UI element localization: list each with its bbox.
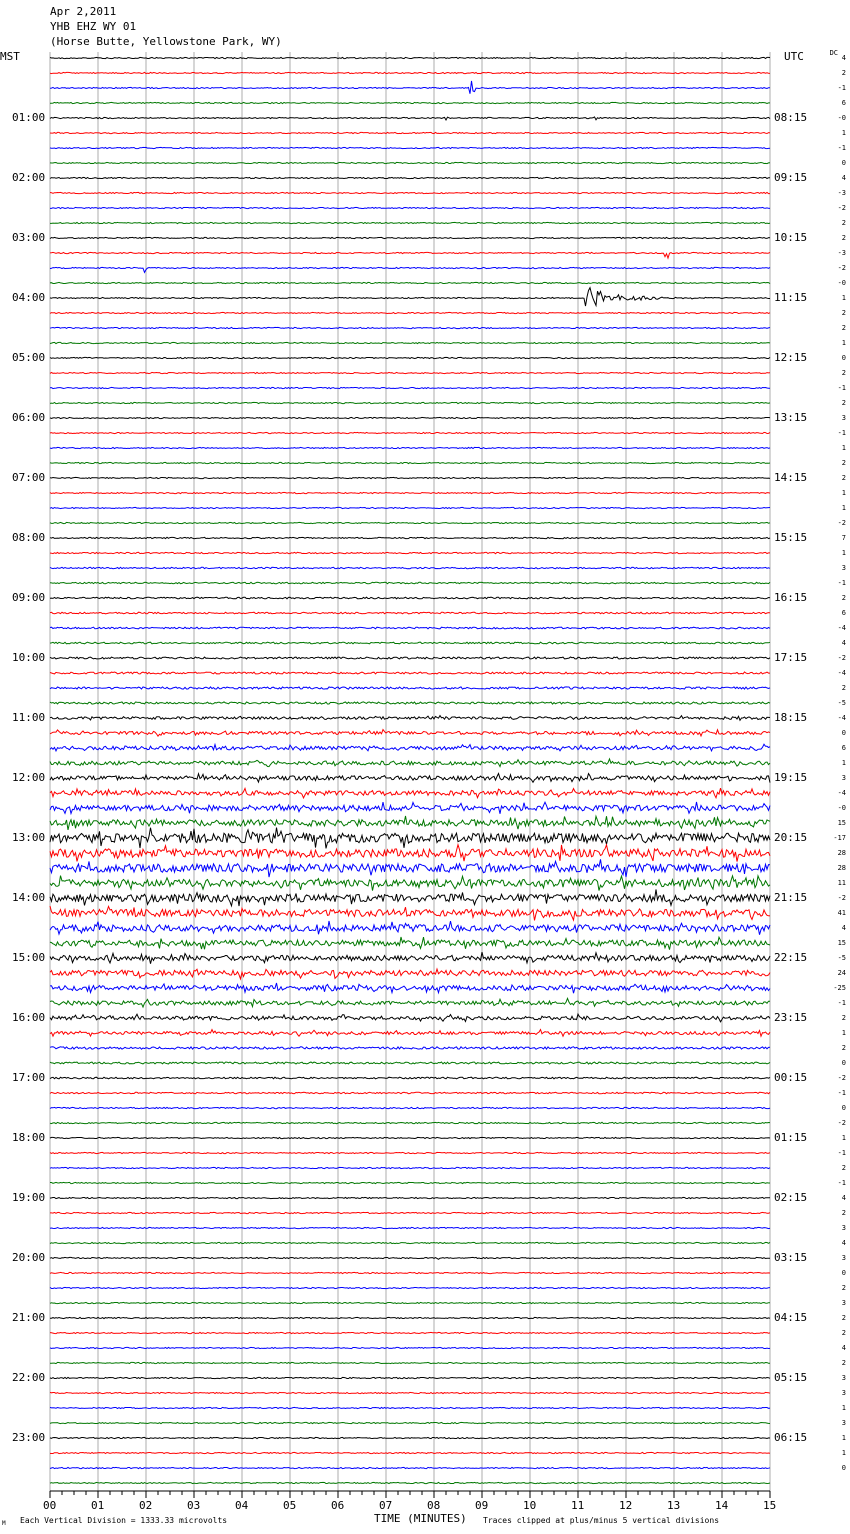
utc-hour-label: 06:15 [774, 1431, 808, 1444]
dc-offset-value: 4 [841, 639, 846, 647]
utc-hour-label: 09:15 [774, 171, 808, 184]
trace-70 [50, 1107, 770, 1108]
dc-offset-value: 1 [841, 294, 846, 302]
trace-52 [50, 828, 770, 849]
trace-78 [50, 1227, 770, 1228]
trace-28 [50, 477, 770, 478]
trace-68 [50, 1077, 770, 1079]
utc-hour-label: 19:15 [774, 771, 808, 784]
header-location: (Horse Butte, Yellowstone Park, WY) [50, 35, 282, 48]
trace-14 [50, 267, 770, 272]
utc-hour-label: 11:15 [774, 291, 808, 304]
header-station: YHB EHZ WY 01 [50, 20, 137, 33]
trace-35 [50, 582, 770, 583]
mst-hour-label: 20:00 [12, 1251, 46, 1264]
utc-hour-label: 16:15 [774, 591, 808, 604]
trace-80 [50, 1257, 770, 1259]
trace-8 [50, 177, 770, 178]
trace-16 [50, 288, 770, 306]
trace-26 [50, 447, 770, 448]
trace-15 [50, 282, 770, 283]
dc-offset-value: 24 [837, 969, 846, 977]
trace-74 [50, 1167, 770, 1168]
trace-2 [50, 81, 770, 94]
dc-offset-value: 41 [837, 909, 846, 917]
dc-offset-value: -1 [837, 1149, 846, 1157]
x-tick-label: 12 [619, 1499, 633, 1512]
trace-31 [50, 522, 770, 523]
trace-24 [50, 417, 770, 418]
trace-19 [50, 342, 770, 343]
utc-hour-label: 01:15 [774, 1131, 808, 1144]
dc-offset-value: 2 [841, 1014, 846, 1022]
dc-offset-value: -4 [837, 669, 846, 677]
trace-65 [50, 1030, 770, 1037]
dc-offset-value: -5 [837, 954, 846, 962]
mst-hour-label: 07:00 [12, 471, 46, 484]
mst-hour-label: 13:00 [12, 831, 46, 844]
dc-offset-value: 2 [841, 369, 846, 377]
trace-3 [50, 102, 770, 103]
x-tick-label: 15 [763, 1499, 777, 1512]
dc-offset-value: 2 [841, 1329, 846, 1337]
trace-79 [50, 1242, 770, 1243]
trace-40 [50, 657, 770, 659]
trace-71 [50, 1122, 770, 1123]
utc-hour-label: 13:15 [774, 411, 808, 424]
trace-90 [50, 1407, 770, 1408]
trace-66 [50, 1047, 770, 1049]
trace-49 [50, 788, 770, 798]
trace-43 [50, 702, 770, 704]
trace-72 [50, 1137, 770, 1138]
dc-offset-value: -3 [837, 189, 846, 197]
dc-offset-value: -1 [837, 384, 846, 392]
trace-21 [50, 372, 770, 373]
scale-note: Each Vertical Division = 1333.33 microvolts [20, 1516, 228, 1525]
dc-offset-value: -2 [837, 654, 846, 662]
trace-38 [50, 627, 770, 629]
dc-offset-value: 0 [841, 729, 846, 737]
dc-offset-value: 1 [841, 129, 846, 137]
utc-hour-label: 21:15 [774, 891, 808, 904]
dc-offset-value: -0 [837, 804, 846, 812]
trace-29 [50, 492, 770, 493]
mst-hour-label: 06:00 [12, 411, 46, 424]
utc-axis-title: UTC [784, 50, 804, 63]
dc-offset-value: 2 [841, 1359, 846, 1367]
trace-11 [50, 222, 770, 223]
dc-offset-value: 2 [841, 1209, 846, 1217]
trace-39 [50, 642, 770, 644]
dc-offset-value: -1 [837, 84, 846, 92]
trace-7 [50, 162, 770, 163]
utc-hour-label: 05:15 [774, 1371, 808, 1384]
trace-51 [50, 816, 770, 830]
trace-34 [50, 567, 770, 568]
trace-45 [50, 730, 770, 737]
utc-hour-label: 14:15 [774, 471, 808, 484]
utc-hour-label: 08:15 [774, 111, 808, 124]
dc-offset-value: 6 [841, 744, 846, 752]
trace-82 [50, 1287, 770, 1288]
trace-81 [50, 1272, 770, 1273]
utc-hour-label: 18:15 [774, 711, 808, 724]
utc-hour-label: 20:15 [774, 831, 808, 844]
utc-hour-label: 02:15 [774, 1191, 808, 1204]
x-axis-title: TIME (MINUTES) [374, 1512, 467, 1525]
trace-60 [50, 952, 770, 964]
x-tick-label: 13 [667, 1499, 681, 1512]
trace-94 [50, 1467, 770, 1468]
dc-offset-value: 1 [841, 504, 846, 512]
trace-89 [50, 1392, 770, 1393]
trace-76 [50, 1197, 770, 1198]
trace-36 [50, 597, 770, 599]
trace-44 [50, 716, 770, 721]
dc-offset-value: 1 [841, 1134, 846, 1142]
mst-hour-label: 22:00 [12, 1371, 46, 1384]
trace-93 [50, 1452, 770, 1453]
trace-12 [50, 237, 770, 238]
dc-offset-value: 1 [841, 339, 846, 347]
utc-hour-label: 23:15 [774, 1011, 808, 1024]
dc-offset-value: 11 [837, 879, 846, 887]
dc-column-title: DC [829, 49, 838, 57]
dc-offset-value: 15 [837, 939, 846, 947]
dc-offset-value: 1 [841, 489, 846, 497]
mst-hour-label: 09:00 [12, 591, 46, 604]
dc-offset-value: 2 [841, 594, 846, 602]
dc-offset-value: 2 [841, 324, 846, 332]
utc-hour-label: 12:15 [774, 351, 808, 364]
x-tick-label: 01 [91, 1499, 105, 1512]
trace-10 [50, 207, 770, 208]
dc-offset-value: 3 [841, 1419, 846, 1427]
x-tick-label: 04 [235, 1499, 249, 1512]
trace-75 [50, 1182, 770, 1183]
trace-91 [50, 1422, 770, 1423]
trace-57 [50, 906, 770, 920]
dc-offset-value: -2 [837, 1119, 846, 1127]
mst-hour-label: 17:00 [12, 1071, 46, 1084]
dc-offset-value: 28 [837, 864, 846, 872]
dc-offset-value: 6 [841, 609, 846, 617]
trace-17 [50, 312, 770, 313]
dc-offset-value: 28 [837, 849, 846, 857]
x-tick-label: 10 [523, 1499, 537, 1512]
dc-offset-value: -2 [837, 264, 846, 272]
dc-offset-value: 2 [841, 1284, 846, 1292]
dc-offset-value: -1 [837, 429, 846, 437]
trace-84 [50, 1317, 770, 1318]
dc-offset-value: 3 [841, 1254, 846, 1262]
dc-offset-value: 4 [841, 174, 846, 182]
mst-hour-label: 11:00 [12, 711, 46, 724]
dc-offset-value: 2 [841, 219, 846, 227]
x-tick-label: 09 [475, 1499, 489, 1512]
dc-offset-value: 2 [841, 684, 846, 692]
mst-hour-label: 15:00 [12, 951, 46, 964]
dc-offset-value: 3 [841, 1224, 846, 1232]
dc-offset-value: -4 [837, 714, 846, 722]
trace-37 [50, 612, 770, 614]
utc-hour-label: 03:15 [774, 1251, 808, 1264]
dc-offset-value: -1 [837, 1179, 846, 1187]
trace-61 [50, 969, 770, 979]
trace-48 [50, 774, 770, 783]
x-tick-label: 00 [43, 1499, 57, 1512]
dc-offset-value: 0 [841, 354, 846, 362]
trace-55 [50, 876, 770, 891]
dc-offset-value: 2 [841, 309, 846, 317]
trace-58 [50, 921, 770, 935]
dc-offset-value: 4 [841, 54, 846, 62]
mst-hour-label: 16:00 [12, 1011, 46, 1024]
trace-42 [50, 687, 770, 689]
utc-hour-label: 10:15 [774, 231, 808, 244]
trace-92 [50, 1437, 770, 1438]
trace-86 [50, 1347, 770, 1348]
dc-offset-value: -2 [837, 894, 846, 902]
trace-59 [50, 937, 770, 950]
dc-offset-value: 2 [841, 1164, 846, 1172]
trace-25 [50, 432, 770, 433]
trace-50 [50, 802, 770, 814]
dc-offset-value: -2 [837, 1074, 846, 1082]
mst-axis-title: MST [0, 50, 20, 63]
trace-41 [50, 672, 770, 674]
dc-offset-value: -5 [837, 699, 846, 707]
dc-offset-value: 2 [841, 474, 846, 482]
utc-hour-label: 17:15 [774, 651, 808, 664]
dc-offset-value: 2 [841, 234, 846, 242]
x-tick-label: 14 [715, 1499, 729, 1512]
dc-offset-value: -0 [837, 114, 846, 122]
mst-hour-label: 12:00 [12, 771, 46, 784]
trace-1 [50, 72, 770, 73]
dc-offset-value: 3 [841, 1389, 846, 1397]
trace-67 [50, 1062, 770, 1064]
mst-hour-label: 10:00 [12, 651, 46, 664]
corner-mark: M [2, 1520, 6, 1527]
trace-54 [50, 859, 770, 877]
trace-9 [50, 192, 770, 193]
mst-hour-label: 03:00 [12, 231, 46, 244]
trace-27 [50, 462, 770, 463]
trace-87 [50, 1362, 770, 1363]
trace-18 [50, 327, 770, 328]
trace-22 [50, 387, 770, 388]
mst-hour-label: 01:00 [12, 111, 46, 124]
trace-4 [50, 117, 770, 120]
dc-offset-value: -1 [837, 144, 846, 152]
dc-offset-value: 6 [841, 99, 846, 107]
dc-offset-value: 1 [841, 1404, 846, 1412]
dc-offset-value: 0 [841, 1269, 846, 1277]
x-tick-label: 03 [187, 1499, 201, 1512]
trace-63 [50, 998, 770, 1007]
trace-53 [50, 845, 770, 862]
trace-69 [50, 1092, 770, 1093]
dc-offset-value: -25 [833, 984, 846, 992]
dc-offset-value: -1 [837, 1089, 846, 1097]
trace-64 [50, 1014, 770, 1022]
x-tick-label: 07 [379, 1499, 393, 1512]
dc-offset-value: 0 [841, 1464, 846, 1472]
mst-hour-label: 23:00 [12, 1431, 46, 1444]
trace-62 [50, 983, 770, 993]
trace-56 [50, 890, 770, 907]
mst-hour-label: 19:00 [12, 1191, 46, 1204]
trace-20 [50, 357, 770, 358]
dc-offset-value: 1 [841, 549, 846, 557]
trace-5 [50, 132, 770, 133]
dc-offset-value: -4 [837, 789, 846, 797]
trace-73 [50, 1152, 770, 1153]
dc-offset-value: 4 [841, 924, 846, 932]
dc-offset-value: 4 [841, 1239, 846, 1247]
dc-offset-value: 1 [841, 444, 846, 452]
x-tick-label: 08 [427, 1499, 441, 1512]
header-date: Apr 2,2011 [50, 5, 117, 18]
dc-offset-value: -2 [837, 519, 846, 527]
utc-hour-label: 04:15 [774, 1311, 808, 1324]
mst-hour-label: 21:00 [12, 1311, 46, 1324]
trace-83 [50, 1302, 770, 1303]
trace-23 [50, 402, 770, 403]
x-tick-label: 11 [571, 1499, 585, 1512]
x-tick-label: 06 [331, 1499, 345, 1512]
dc-offset-value: 1 [841, 1449, 846, 1457]
dc-offset-value: -3 [837, 249, 846, 257]
x-tick-label: 02 [139, 1499, 153, 1512]
mst-hour-label: 18:00 [12, 1131, 46, 1144]
dc-offset-value: 15 [837, 819, 846, 827]
dc-offset-value: 1 [841, 759, 846, 767]
trace-32 [50, 537, 770, 538]
dc-offset-value: 2 [841, 1314, 846, 1322]
trace-95 [50, 1482, 770, 1483]
dc-offset-value: 0 [841, 1059, 846, 1067]
x-tick-label: 05 [283, 1499, 297, 1512]
trace-77 [50, 1212, 770, 1213]
clip-note: Traces clipped at plus/minus 5 vertical divisions [483, 1516, 720, 1525]
dc-offset-value: 0 [841, 1104, 846, 1112]
trace-6 [50, 147, 770, 148]
dc-offset-value: 2 [841, 1044, 846, 1052]
trace-13 [50, 252, 770, 258]
dc-offset-value: 2 [841, 69, 846, 77]
mst-hour-label: 08:00 [12, 531, 46, 544]
dc-offset-value: -1 [837, 999, 846, 1007]
dc-offset-value: 3 [841, 414, 846, 422]
dc-offset-value: 4 [841, 1194, 846, 1202]
dc-offset-value: -2 [837, 204, 846, 212]
dc-offset-value: -1 [837, 579, 846, 587]
dc-offset-value: 7 [841, 534, 846, 542]
mst-hour-label: 02:00 [12, 171, 46, 184]
dc-offset-value: -17 [833, 834, 846, 842]
trace-46 [50, 744, 770, 751]
dc-offset-value: 3 [841, 564, 846, 572]
dc-offset-value: -0 [837, 279, 846, 287]
dc-offset-value: 3 [841, 1374, 846, 1382]
trace-33 [50, 552, 770, 553]
dc-offset-value: 1 [841, 1029, 846, 1037]
mst-hour-label: 04:00 [12, 291, 46, 304]
utc-hour-label: 22:15 [774, 951, 808, 964]
dc-offset-value: 1 [841, 1434, 846, 1442]
dc-offset-value: 4 [841, 1344, 846, 1352]
dc-offset-value: 2 [841, 459, 846, 467]
mst-hour-label: 14:00 [12, 891, 46, 904]
trace-0 [50, 57, 770, 58]
utc-hour-label: 00:15 [774, 1071, 808, 1084]
dc-offset-value: -4 [837, 624, 846, 632]
trace-88 [50, 1377, 770, 1378]
utc-hour-label: 15:15 [774, 531, 808, 544]
dc-offset-value: 0 [841, 159, 846, 167]
trace-47 [50, 759, 770, 767]
mst-hour-label: 05:00 [12, 351, 46, 364]
dc-offset-value: 3 [841, 774, 846, 782]
trace-85 [50, 1332, 770, 1333]
dc-offset-value: 3 [841, 1299, 846, 1307]
dc-offset-value: 2 [841, 399, 846, 407]
trace-30 [50, 507, 770, 508]
